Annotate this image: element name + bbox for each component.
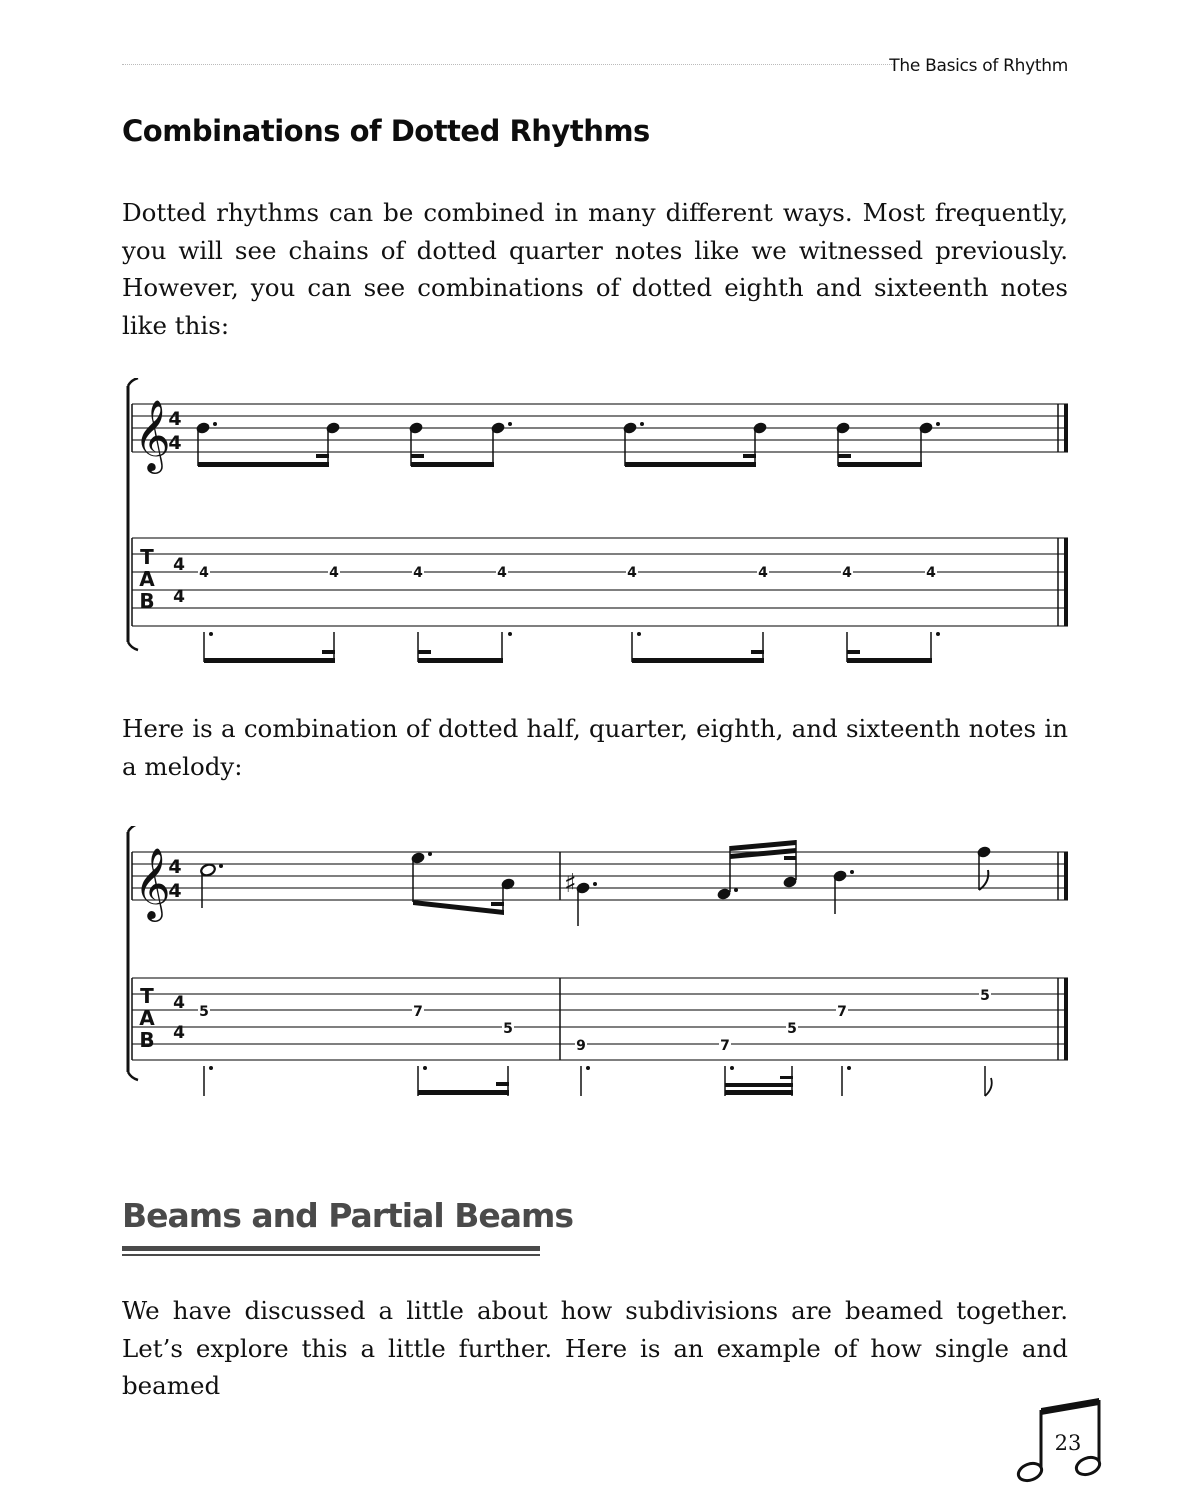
heading-underline	[122, 1254, 540, 1256]
tab-letter-t: T	[140, 545, 154, 569]
tab-time-bottom: 4	[173, 1023, 185, 1043]
tab-letter-b: B	[139, 589, 155, 613]
tab-number: 5	[980, 988, 990, 1004]
tab-letter-a: A	[139, 1006, 155, 1030]
tab-time-bottom: 4	[173, 587, 185, 607]
header-rule	[122, 64, 894, 65]
treble-clef-icon: 𝄞	[134, 398, 171, 471]
time-signature-bottom: 4	[168, 880, 182, 902]
tab-number: 9	[576, 1038, 586, 1054]
tab-number: 4	[627, 565, 637, 581]
tab-number: 4	[497, 565, 507, 581]
tab-number: 5	[199, 1004, 209, 1020]
paragraph: Here is a combination of dotted half, quarter, eighth, and sixteenth notes in a melody:	[122, 714, 1068, 781]
tab-number: 5	[503, 1021, 513, 1037]
page-number: 23	[1054, 1431, 1082, 1455]
music-example-2	[118, 826, 1076, 1102]
time-signature-top: 4	[168, 856, 182, 878]
tab-number: 7	[837, 1004, 847, 1020]
paragraph: We have discussed a little about how subdivisions are beamed together. Let’s explore this a little further. Here is an example of how single and beamed	[122, 1296, 1068, 1400]
tab-number: 4	[842, 565, 852, 581]
tab-letter-t: T	[140, 984, 154, 1008]
tab-letter-b: B	[139, 1028, 155, 1052]
sharp-icon: ♯	[564, 869, 577, 899]
music-example-1	[118, 378, 1076, 670]
tab-letter-a: A	[139, 567, 155, 591]
paragraph: Dotted rhythms can be combined in many different ways. Most frequently, you will see chains of dotted quarter notes like we witnessed previously. However, you can see combinations of dotted eighth and sixteenth notes like this:	[122, 198, 1068, 340]
tab-number: 4	[199, 565, 209, 581]
tab-number: 4	[758, 565, 768, 581]
tab-time-top: 4	[173, 555, 185, 575]
treble-clef-icon: 𝄞	[134, 846, 171, 919]
time-signature-top: 4	[168, 408, 182, 430]
tab-number: 4	[329, 565, 339, 581]
tab-number: 7	[413, 1004, 423, 1020]
time-signature-bottom: 4	[168, 432, 182, 454]
tab-number: 5	[787, 1021, 797, 1037]
heading-underline	[122, 1246, 540, 1251]
running-header: The Basics of Rhythm	[889, 56, 1068, 76]
tab-time-top: 4	[173, 993, 185, 1013]
section-heading: Beams and Partial Beams	[122, 1196, 574, 1235]
section-heading: Combinations of Dotted Rhythms	[122, 114, 650, 148]
tab-number: 7	[720, 1038, 730, 1054]
tab-number: 4	[413, 565, 423, 581]
tab-number: 4	[926, 565, 936, 581]
